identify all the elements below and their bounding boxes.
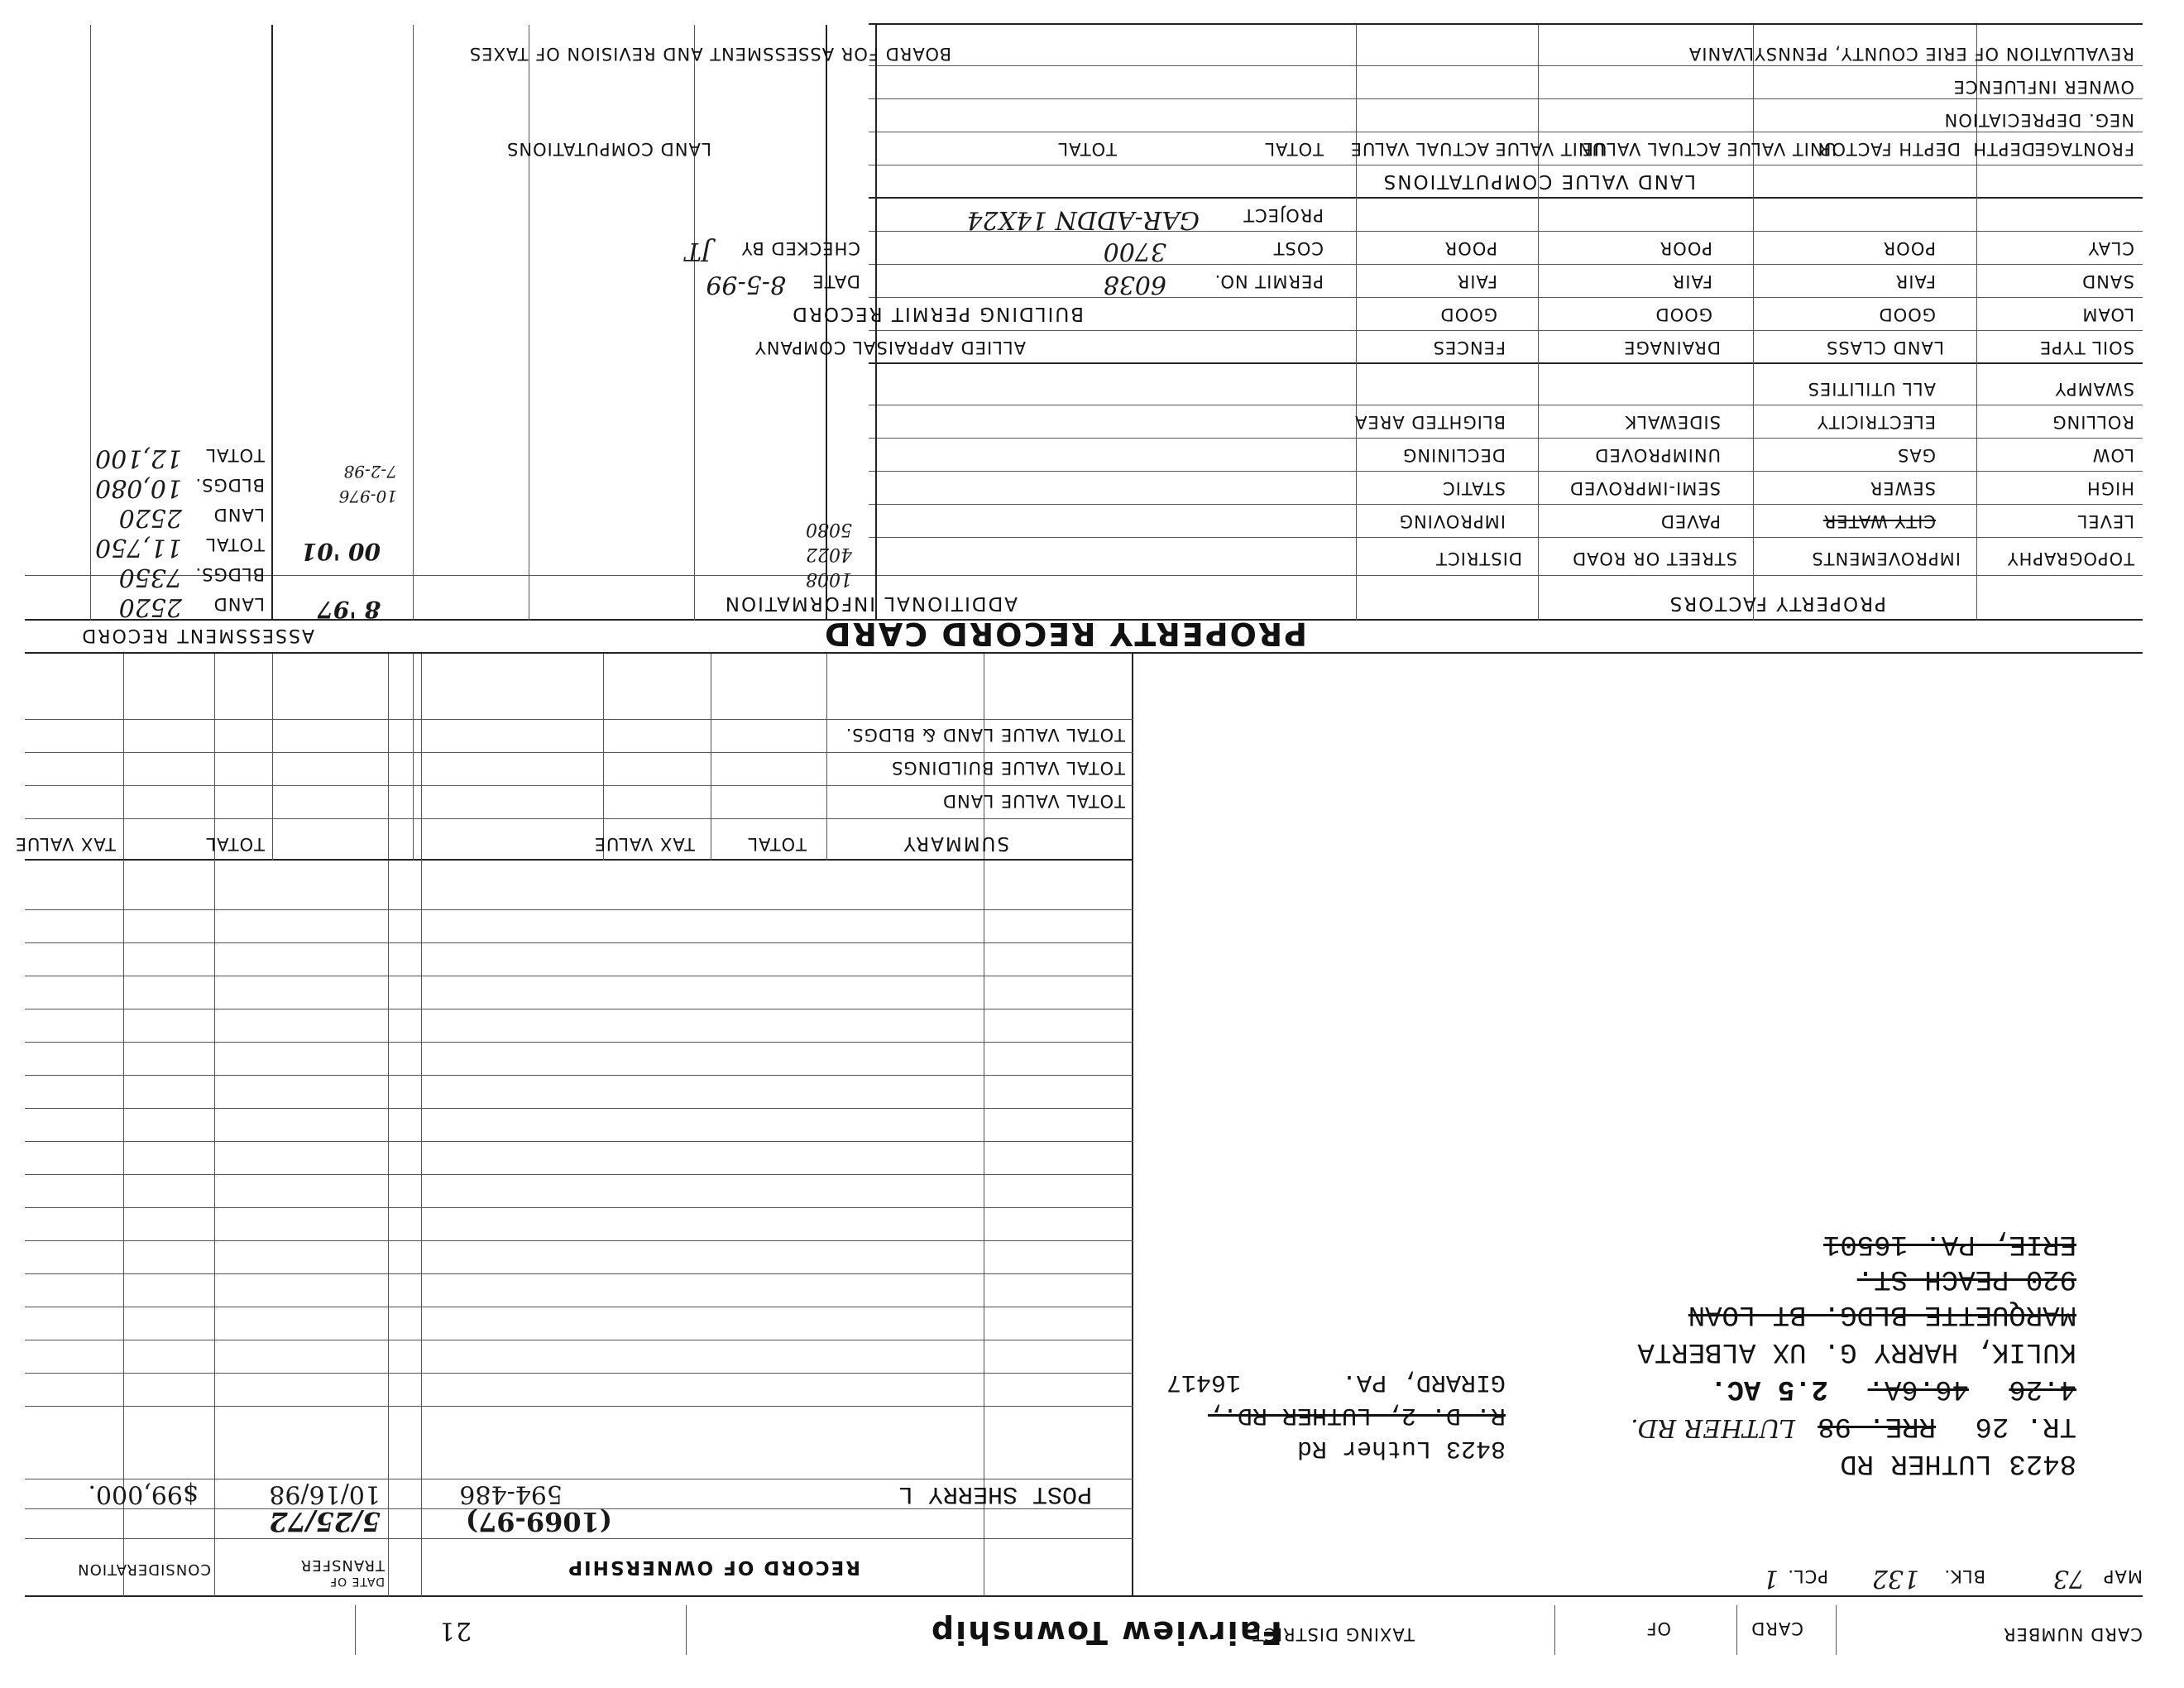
street-sidewalk: SIDEWALK bbox=[1624, 412, 1721, 432]
pcl-number: 1 bbox=[1762, 1564, 1779, 1593]
date-of-label: DATE OF bbox=[329, 1575, 385, 1588]
permit-date: 8-5-99 bbox=[706, 270, 786, 299]
assess-1-total-label: TOTAL bbox=[205, 535, 265, 554]
drainage-poor: POOR bbox=[1659, 238, 1712, 258]
actual-value-label-2: ACTUAL VALUE bbox=[1349, 139, 1489, 159]
improvement-sewer: SEWER bbox=[1869, 478, 1936, 498]
owner-line1: KULIK, HARRY G. UX ALBERTA bbox=[1637, 1336, 2076, 1367]
fences-good: GOOD bbox=[1439, 305, 1497, 324]
assess-1-total: 11,750 bbox=[95, 533, 182, 562]
additional-note-1: 1008 bbox=[806, 568, 852, 589]
owner-line3: 920 PEACH ST. bbox=[1856, 1263, 2076, 1294]
project: GAR-ADDN 14X24 bbox=[966, 205, 1200, 234]
street-or-road-label: STREET OR ROAD bbox=[1572, 549, 1737, 568]
address-line3-b: 46.6A. bbox=[1867, 1373, 1969, 1404]
assessment-margin-note-1: 10-976 bbox=[338, 487, 397, 506]
depth-label: DEPTH bbox=[1972, 139, 2035, 159]
additional-note-3: 5080 bbox=[806, 519, 852, 539]
owner-influence-label: OWNER INFLUENCE bbox=[1952, 77, 2134, 97]
assess-1-land-label: LAND bbox=[213, 594, 265, 614]
pcl-label: PCL. bbox=[1787, 1566, 1828, 1586]
summary-total-label-2: TOTAL bbox=[205, 834, 265, 854]
transfer-label: TRANSFER bbox=[299, 1556, 385, 1574]
ownership-row1-deed: (1069-97) bbox=[465, 1506, 612, 1537]
ownership-row2-consideration: $99,000. bbox=[88, 1479, 199, 1508]
lv-total-label-1: TOTAL bbox=[1264, 139, 1324, 159]
district-static: STATIC bbox=[1442, 478, 1506, 498]
topo-swampy: SWAMPY bbox=[2054, 379, 2134, 399]
assessment-record-title: ASSESSMENT RECORD bbox=[80, 625, 314, 645]
permit-date-label: DATE bbox=[812, 271, 860, 291]
lv-total-label-2: TOTAL bbox=[1057, 139, 1117, 159]
topo-high: HIGH bbox=[2086, 478, 2134, 498]
assessment-margin-note-2: 7-2-98 bbox=[343, 462, 397, 482]
mail-line3: GIRARD, PA. bbox=[1341, 1368, 1506, 1396]
assess-2-bldgs: 10,080 bbox=[95, 473, 182, 502]
land-class-fair: FAIR bbox=[1894, 271, 1936, 291]
soil-clay: CLAY bbox=[2087, 238, 2134, 258]
assess-2-bldgs-label: BLDGS. bbox=[194, 475, 265, 495]
permit-no-label: PERMIT NO. bbox=[1214, 271, 1324, 291]
soil-loam: LOAM bbox=[2081, 305, 2134, 324]
mail-line1: 8423 Luther Rd bbox=[1296, 1434, 1506, 1462]
ownership-row1-date: 5/25/72 bbox=[269, 1506, 381, 1537]
permit-cost-label: COST bbox=[1272, 238, 1324, 258]
blk-label: BLK. bbox=[1943, 1566, 1985, 1586]
land-class-poor: POOR bbox=[1882, 238, 1936, 258]
district-number: 21 bbox=[438, 1616, 472, 1645]
address-line1: 8423 LUTHER RD bbox=[1840, 1447, 2076, 1479]
mail-line4: 16417 bbox=[1166, 1368, 1241, 1396]
summary-total-land-bldgs: TOTAL VALUE LAND & BLDGS. bbox=[845, 725, 1125, 745]
card-number-label: CARD NUMBER bbox=[2003, 1624, 2143, 1644]
land-class-label: LAND CLASS bbox=[1826, 338, 1944, 357]
property-factors-title: PROPERTY FACTORS bbox=[1668, 592, 1886, 614]
card-title: PROPERTY RECORD CARD bbox=[823, 616, 1307, 652]
summary-total-land: TOTAL VALUE LAND bbox=[941, 791, 1125, 811]
neg-depreciation-label: NEG. DEPRECIATION bbox=[1943, 110, 2134, 130]
topo-rolling: ROLLING bbox=[2052, 412, 2134, 432]
address-line2-tr: TR. 26 bbox=[1975, 1410, 2076, 1441]
unit-value-label-1: UNIT VALUE bbox=[1726, 139, 1837, 159]
summary-tax-value-label-2: TAX VALUE bbox=[14, 834, 116, 854]
fences-poor: POOR bbox=[1444, 238, 1497, 258]
ownership-title: RECORD OF OWNERSHIP bbox=[567, 1556, 860, 1578]
improvement-gas: GAS bbox=[1897, 445, 1936, 465]
map-label: MAP bbox=[2102, 1566, 2143, 1586]
address-line3-a: 4.26 bbox=[2009, 1373, 2076, 1404]
permit-no: 6038 bbox=[1103, 270, 1166, 299]
topography-label: TOPOGRAPHY bbox=[2006, 549, 2134, 568]
topo-low: LOW bbox=[2091, 445, 2134, 465]
assessment-stamp-2: 00 '01 bbox=[300, 538, 381, 565]
summary-total-label-1: TOTAL bbox=[747, 834, 807, 854]
fences-fair: FAIR bbox=[1456, 271, 1497, 291]
frontage-label: FRONTAGE bbox=[2033, 139, 2134, 159]
drainage-good: GOOD bbox=[1655, 305, 1712, 324]
district-improving: IMPROVING bbox=[1398, 511, 1506, 531]
permit-title: BUILDING PERMIT RECORD bbox=[791, 303, 1084, 324]
map-number: 73 bbox=[2052, 1564, 2085, 1593]
assess-1-bldgs-label: BLDGS. bbox=[194, 564, 265, 584]
depth-factor-label: DEPTH FACTOR bbox=[1818, 139, 1961, 159]
drainage-fair: FAIR bbox=[1671, 271, 1712, 291]
additional-note-2: 4022 bbox=[806, 544, 852, 564]
taxing-district-label: TAXING DISTRICT bbox=[1252, 1624, 1415, 1644]
board-text: BOARD FOR ASSESSMENT AND REVISION OF TAXES bbox=[468, 44, 951, 64]
of-label: OF bbox=[1645, 1618, 1671, 1638]
improvements-label: IMPROVEMENTS bbox=[1811, 549, 1961, 568]
ownership-row2-date: 10/16/98 bbox=[269, 1479, 381, 1508]
assess-2-total-label: TOTAL bbox=[205, 445, 265, 465]
township-name: Fairview Township bbox=[929, 1614, 1282, 1651]
soil-sand: SAND bbox=[2081, 271, 2134, 291]
district-declining: DECLINING bbox=[1402, 445, 1506, 465]
allied-appraisal: ALLIED APPRAISAL COMPANY bbox=[754, 338, 1026, 357]
improvement-all-utilities: ALL UTILITIES bbox=[1807, 379, 1936, 399]
fences-label: FENCES bbox=[1432, 338, 1506, 357]
district-label: DISTRICT bbox=[1435, 549, 1522, 568]
owner-line2: MARQUETTE BLDG. BT LOAN bbox=[1688, 1298, 2076, 1330]
additional-info-title: ADDITIONAL INFORMATION bbox=[723, 592, 1018, 614]
assess-1-land: 2520 bbox=[118, 592, 182, 621]
land-computations-label: LAND COMPUTATIONS bbox=[506, 139, 711, 159]
street-paved: PAVED bbox=[1660, 511, 1721, 531]
district-blighted-area: BLIGHTED AREA bbox=[1354, 412, 1506, 432]
ownership-row2-deed: 594-486 bbox=[459, 1479, 563, 1508]
drainage-label: DRAINAGE bbox=[1623, 338, 1721, 357]
mail-line2: R. D. 2, LUTHER RD., bbox=[1207, 1401, 1506, 1429]
unit-value-label-2: UNIT VALUE bbox=[1494, 139, 1605, 159]
assess-1-bldgs: 7350 bbox=[118, 563, 182, 592]
assess-2-land-label: LAND bbox=[213, 505, 265, 525]
owner-line4: ERIE, PA. 16501 bbox=[1822, 1228, 2076, 1259]
address-line2-road: LUTHER RD. bbox=[1631, 1413, 1795, 1442]
revaluation-text: REVALUATION OF ERIE COUNTY, PENNSYLVANIA bbox=[1688, 44, 2134, 64]
assessment-stamp-1: 8 '97 bbox=[317, 596, 381, 623]
consideration-label: CONSIDERATION bbox=[77, 1561, 211, 1578]
improvement-city-water: CITY WATER bbox=[1822, 511, 1936, 531]
assess-2-total: 12,100 bbox=[95, 444, 182, 472]
land-value-title: LAND VALUE COMPUTATIONS bbox=[1382, 170, 1696, 192]
land-class-good: GOOD bbox=[1878, 305, 1936, 324]
actual-value-label-1: ACTUAL VALUE bbox=[1581, 139, 1721, 159]
soil-type-label: SOIL TYPE bbox=[2038, 338, 2134, 357]
summary-tax-value-label-1: TAX VALUE bbox=[593, 834, 695, 854]
topo-level: LEVEL bbox=[2076, 511, 2134, 531]
checked-by-label: CHECKED BY bbox=[740, 238, 860, 258]
card-label: CARD bbox=[1751, 1618, 1803, 1638]
blk-number: 132 bbox=[1871, 1564, 1919, 1593]
summary-total-buildings: TOTAL VALUE BUILDINGS bbox=[891, 758, 1125, 778]
checked-by: JT bbox=[684, 237, 711, 266]
permit-cost: 3700 bbox=[1103, 237, 1166, 266]
improvement-electricity: ELECTRICITY bbox=[1816, 412, 1936, 432]
project-label: PROJECT bbox=[1243, 205, 1324, 225]
summary-label: SUMMARY bbox=[902, 832, 1009, 854]
street-semi-improved: SEMI-IMPROVED bbox=[1569, 478, 1721, 498]
address-line2-rr: RRE. 98 bbox=[1818, 1410, 1936, 1441]
address-line3-acres: 2.5 AC. bbox=[1710, 1373, 1828, 1404]
ownership-row2-name: POST SHERRY L bbox=[898, 1479, 1092, 1508]
assess-2-land: 2520 bbox=[118, 503, 182, 532]
street-unimproved: UNIMPROVED bbox=[1594, 445, 1721, 465]
